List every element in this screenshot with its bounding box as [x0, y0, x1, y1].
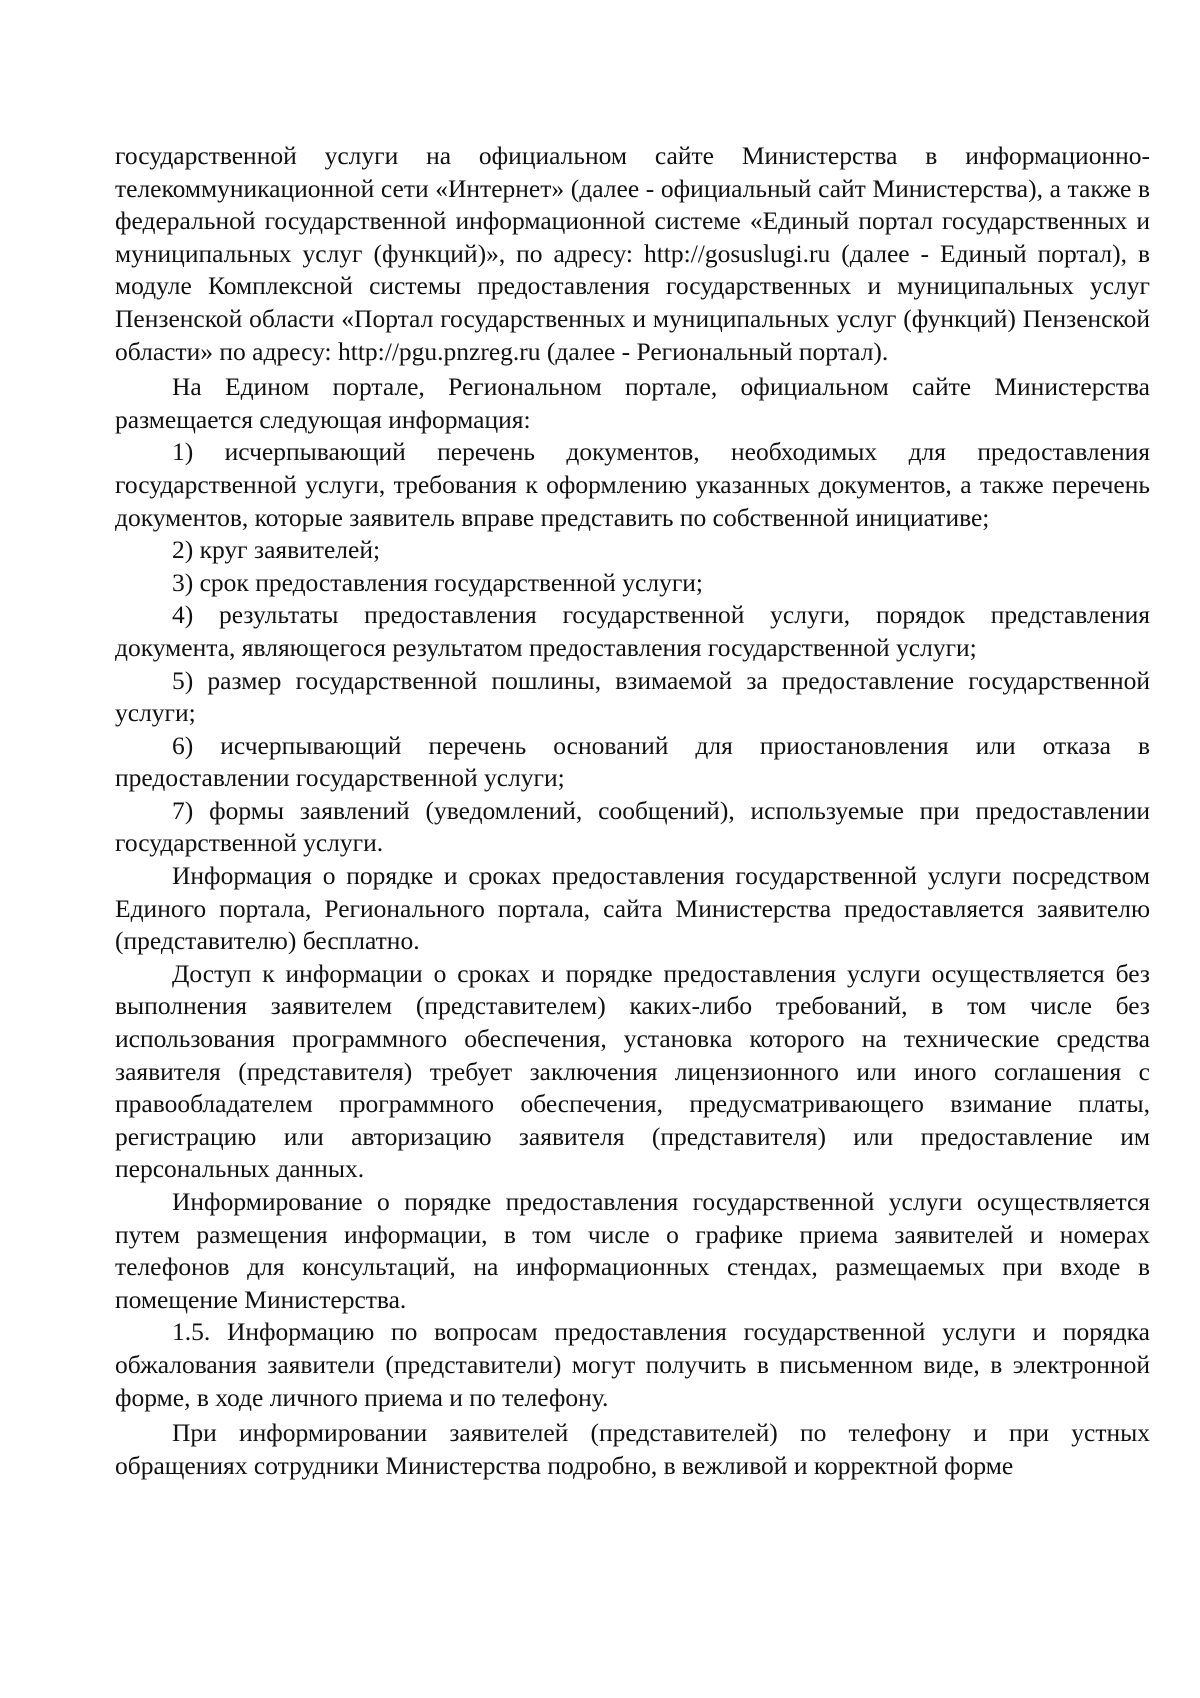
list-item-forms: 7) формы заявлений (уведомлений, сообщений), используемые при предоставлении государственной услуги. — [115, 795, 1150, 858]
document-page — [115, 140, 1150, 1482]
paragraph-free-info: Информация о порядке и сроках предоставления государственной услуги посредством Единого портала, Регионального портала, сайта Министерства предоставляется заявителю (представителю) бесплатно. — [115, 861, 1150, 956]
list-item-applicants: 2) круг заявителей; — [172, 535, 381, 565]
paragraph-access: Доступ к информации о сроках и порядке предоставления услуги осуществляется без выполнения заявителем (представителем) каких-либо требований, в том числе без использования программного обеспечения, установка которого на технические средства заявителя (представителя) требует заключения лицензионного или иного соглашения с правообладателем программного обеспечения, предусматривающего взимание платы, регистрацию или авторизацию заявителя (представителя) или предоставление им персональных данных. — [115, 958, 1150, 1184]
paragraph-info-sources: государственной услуги на официальном сайте Министерства в информационно-телекоммуникационной сети «Интернет» (далее - официальный сайт Министерства), а также в федеральной государственной информационной системе «Единый портал государственных и муниципальных услуг (функций)», по адресу: http://gosuslugi.ru (далее - Единый портал), в модуле Комплексной системы предоставления государственных и муниципальных услуг Пензенской области «Портал государственных и муниципальных услуг (функций) Пензенской области» по адресу: http://pgu.pnzreg.ru (далее - Региональный портал). — [115, 141, 1150, 366]
paragraph-informing: Информирование о порядке предоставления государственной услуги осуществляется путем размещения информации, в том числе о графике приема заявителей и номерах телефонов для консультаций, на информационных стендах, размещаемых при входе в помещение Министерства. — [115, 1187, 1150, 1314]
list-item-term: 3) срок предоставления государственной услуги; — [172, 567, 704, 597]
paragraph-phone-informing: При информировании заявителей (представителей) по телефону и при устных обращениях сотрудники Министерства подробно, в вежливой и корректной форме — [115, 1418, 1150, 1480]
paragraph-portal-info: На Едином портале, Региональном портале, официальном сайте Министерства размещается следующая информация: — [115, 372, 1150, 434]
list-item-results: 4) результаты предоставления государственной услуги, порядок представления документа, являющегося результатом предоставления государственной услуги; — [115, 600, 1150, 662]
list-item-documents: 1) исчерпывающий перечень документов, необходимых для предоставления государственной услуги, требования к оформлению указанных документов, а также перечень документов, которые заявитель вправе представить по собственной инициативе; — [115, 437, 1150, 532]
list-item-grounds: 6) исчерпывающий перечень оснований для приостановления или отказа в предоставлении государственной услуги; — [115, 730, 1150, 793]
list-item-fee: 5) размер государственной пошлины, взимаемой за предоставление государственной услуги; — [115, 665, 1150, 728]
paragraph-section-1-5: 1.5. Информацию по вопросам предоставления государственной услуги и порядка обжалования заявители (представители) могут получить в письменном виде, в электронной форме, в ходе личного приема и по телефону. — [115, 1317, 1150, 1412]
